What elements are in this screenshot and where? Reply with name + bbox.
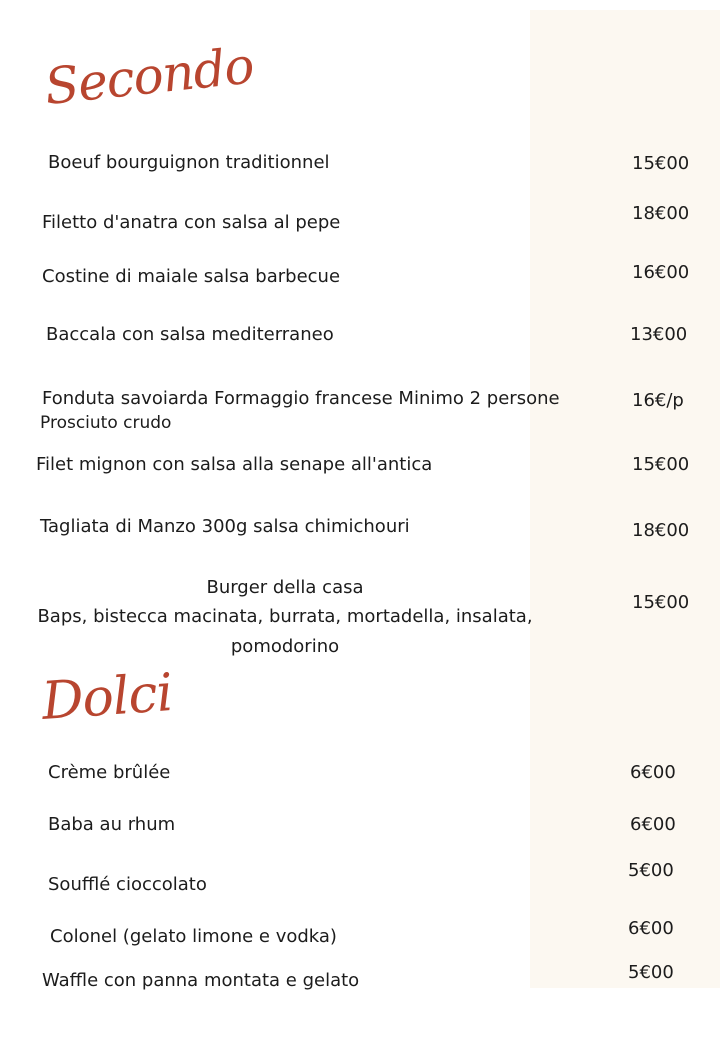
- menu-item-price: 15€00: [632, 153, 690, 174]
- menu-item-price: 16€00: [632, 262, 690, 283]
- menu-item-price: 13€00: [630, 324, 688, 345]
- price-column-background: [530, 10, 720, 988]
- dessert-item-name: Waffle con panna montata e gelato: [42, 970, 360, 991]
- menu-item-price: 18€00: [632, 520, 690, 541]
- dessert-item-name: Colonel (gelato limone e vodka): [50, 926, 337, 947]
- dessert-item-price: 6€00: [630, 814, 676, 835]
- burger-price: 15€00: [632, 592, 690, 613]
- burger-description-line1: Baps, bistecca macinata, burrata, mortadella, insalata,: [37, 606, 533, 627]
- burger-description-line2: pomodorino: [230, 636, 340, 657]
- menu-item-name: Tagliata di Manzo 300g salsa chimichouri: [40, 516, 410, 537]
- dessert-item-name: Soufflé cioccolato: [48, 874, 207, 895]
- menu-item-name: Boeuf bourguignon traditionnel: [48, 152, 330, 173]
- menu-item-detail: Prosciuto crudo: [40, 413, 172, 433]
- dessert-item-price: 5€00: [628, 962, 674, 983]
- menu-item-name: Costine di maiale salsa barbecue: [42, 266, 341, 287]
- section-heading-secondo: Secondo: [41, 36, 257, 117]
- menu-item-price: 18€00: [632, 203, 690, 224]
- burger-title: Burger della casa: [206, 577, 364, 598]
- menu-item-name: Fonduta savoiarda Formaggio francese Minimo 2 persone: [42, 388, 560, 409]
- dessert-item-price: 6€00: [630, 762, 676, 783]
- dessert-item-name: Baba au rhum: [48, 814, 176, 835]
- section-heading-dolci: Dolci: [39, 663, 175, 732]
- menu-item-name: Baccala con salsa mediterraneo: [46, 324, 334, 345]
- menu-item-price: 15€00: [632, 454, 690, 475]
- dessert-item-price: 5€00: [628, 860, 674, 881]
- menu-item-name: Filetto d'anatra con salsa al pepe: [42, 212, 341, 233]
- dessert-item-name: Crème brûlée: [48, 762, 171, 783]
- menu-item-name: Filet mignon con salsa alla senape all'antica: [36, 454, 433, 475]
- dessert-item-price: 6€00: [628, 918, 674, 939]
- menu-item-price: 16€/p: [632, 390, 684, 411]
